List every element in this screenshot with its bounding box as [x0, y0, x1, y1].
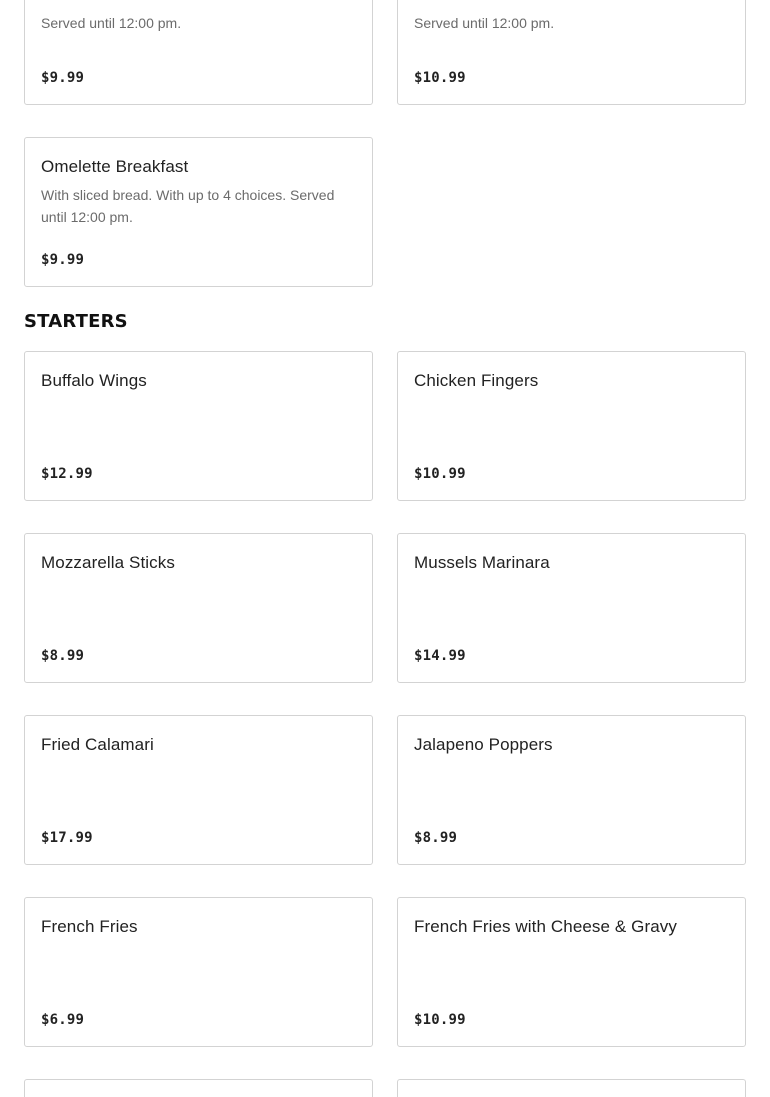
section-title: STARTERS: [24, 311, 128, 332]
menu-item-name: French Fries: [41, 917, 138, 936]
menu-item-name: Chicken Fingers: [414, 371, 539, 390]
menu-item-description: Served until 12:00 pm.: [414, 15, 555, 31]
menu-item-card[interactable]: [397, 897, 746, 1047]
menu-item-card[interactable]: [397, 1079, 746, 1097]
menu-item-price: $9.99: [41, 252, 85, 268]
menu-item-card[interactable]: [24, 715, 373, 865]
menu-item-description: Served until 12:00 pm.: [41, 15, 182, 31]
menu-item-card[interactable]: [24, 897, 373, 1047]
menu-item-card[interactable]: [24, 351, 373, 501]
menu-item-card[interactable]: [24, 137, 373, 287]
menu-item-price: $17.99: [41, 830, 93, 846]
menu-item-card[interactable]: [397, 715, 746, 865]
menu-item-card[interactable]: [397, 533, 746, 683]
menu-item-price: $14.99: [414, 648, 466, 664]
menu-item-description: With sliced bread. With up to 4 choices. Served until 12:00 pm.: [41, 187, 335, 225]
menu-item-price: $8.99: [41, 648, 85, 664]
menu-item-card[interactable]: [24, 0, 373, 105]
menu-item-price: $10.99: [414, 466, 466, 482]
menu-item-price: $6.99: [41, 1012, 85, 1028]
menu-item-price: $9.99: [41, 70, 85, 86]
menu-item-price: $12.99: [41, 466, 93, 482]
menu-item-name: Buffalo Wings: [41, 371, 147, 390]
menu-item-price: $10.99: [414, 1012, 466, 1028]
menu-item-name: Jalapeno Poppers: [414, 735, 553, 754]
menu-item-name: Mozzarella Sticks: [41, 553, 175, 572]
menu-item-card[interactable]: [24, 533, 373, 683]
menu-item-card[interactable]: [24, 1079, 373, 1097]
menu-item-card[interactable]: [397, 351, 746, 501]
menu-item-card[interactable]: [397, 0, 746, 105]
menu-item-name: Mussels Marinara: [414, 553, 550, 572]
menu-item-name: Fried Calamari: [41, 735, 154, 754]
menu-item-price: $8.99: [414, 830, 458, 846]
menu-item-name: French Fries with Cheese & Gravy: [414, 917, 678, 936]
menu-item-price: $10.99: [414, 70, 466, 86]
menu-item-name: Omelette Breakfast: [41, 157, 189, 176]
